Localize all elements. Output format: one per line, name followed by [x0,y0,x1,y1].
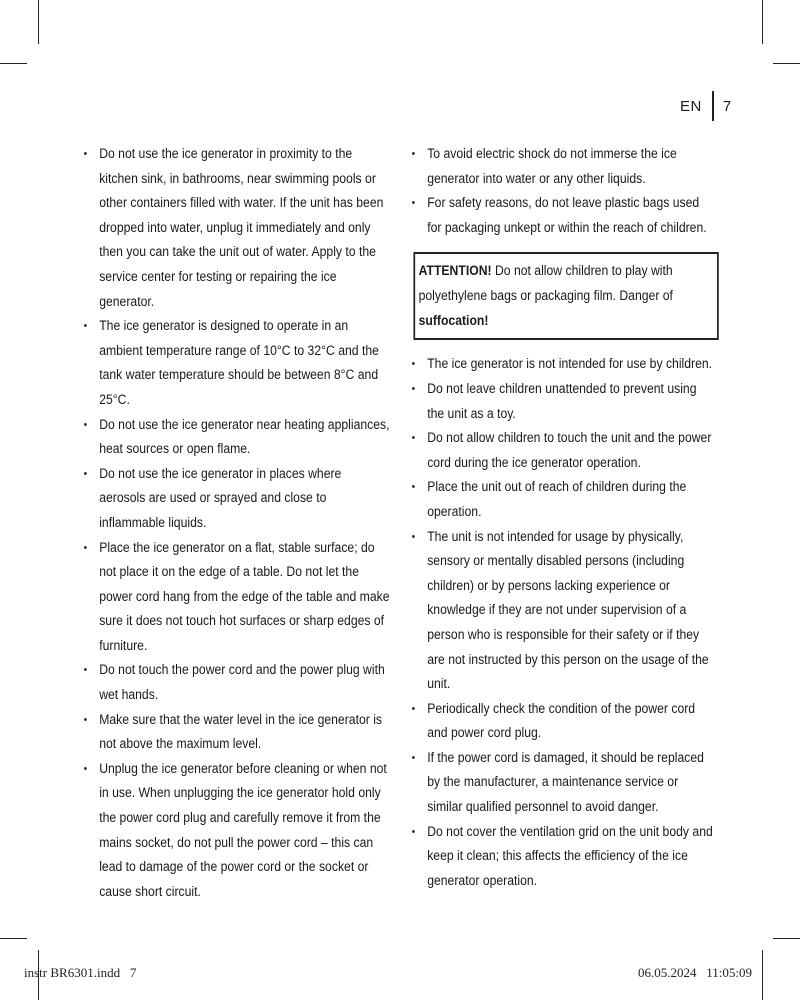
crop-mark [38,0,39,44]
crop-mark [0,938,27,939]
attention-box [413,252,718,340]
attention-text: Do not allow children to play with polyethylene bags or packaging film. Danger of [418,263,673,305]
list-item: • Do not touch the power cord and the power plug with wet hands. [82,658,390,707]
list-item: • The ice generator is designed to operate in an ambient temperature range of 10°C to 32°C and the tank water temperature should be between 8°C and 25°C. [82,314,390,412]
list-item: • Do not use the ice generator in proximity to the kitchen sink, in bathrooms, near swimming pools or other containers filled with water. If the unit has been dropped into water, unplug it immediately and only then you can take the unit out of water. Apply to the service center for testing or repairing the ice generator. [82,142,390,314]
crop-mark [773,938,800,939]
crop-mark [773,63,800,64]
attention-emphasis: suffocation! [418,313,489,330]
list-item: • Unplug the ice generator before cleaning or when not in use. When unplugging the ice generator hold only the power cord plug and carefully remove it from the mains socket, do not pull the power cord – this can lead to damage of the power cord or the socket or cause short circuit. [82,757,390,905]
list-item: • The ice generator is not intended for use by children. [410,352,716,377]
crop-mark [762,0,763,44]
list-item: • For safety reasons, do not leave plastic bags used for packaging unkept or within the reach of children. [410,191,716,240]
right-column [410,142,716,893]
list-item: • Place the unit out of reach of children during the operation. [410,475,716,524]
safety-list-right-top [410,142,716,240]
list-item: • To avoid electric shock do not immerse the ice generator into water or any other liquids. [410,142,716,191]
safety-list-right-bottom [410,352,716,893]
attention-label: ATTENTION! [418,263,492,280]
list-item: • Periodically check the condition of the power cord and power cord plug. [410,697,716,746]
page-number: 7 [722,97,732,115]
list-item: • Do not use the ice generator near heating appliances, heat sources or open flame. [82,413,390,462]
language-code: EN [680,97,702,115]
crop-mark [762,950,763,1000]
list-item: • Place the ice generator on a flat, stable surface; do not place it on the edge of a table. Do not let the power cord hang from the edge of the table and make sure it does not touch hot surfaces or sharp edges of furniture. [82,536,390,659]
list-item: • If the power cord is damaged, it should be replaced by the manufacturer, a maintenance service or similar qualified personnel to avoid danger. [410,746,716,820]
list-item: • Do not cover the ventilation grid on the unit body and keep it clean; this affects the efficiency of the ice generator operation. [410,820,716,894]
left-column [82,142,390,904]
footer-filename: instr BR6301.indd 7 [24,965,137,980]
list-item: • Do not leave children unattended to prevent using the unit as a toy. [410,377,716,426]
crop-mark [0,63,27,64]
list-item: • The unit is not intended for usage by physically, sensory or mentally disabled persons (including children) or by persons lacking experience or knowledge if they are not under supervision of a person who is responsible for their safety or if they are not instructed by this person on the usage of the unit. [410,525,716,697]
list-item: • Do not allow children to touch the unit and the power cord during the ice generator operation. [410,426,716,475]
page-header [680,90,732,122]
footer-timestamp: 06.05.2024 11:05:09 [638,965,752,980]
list-item: • Do not use the ice generator in places where aerosols are used or sprayed and close to inflammable liquids. [82,462,390,536]
list-item: • Make sure that the water level in the ice generator is not above the maximum level. [82,708,390,757]
safety-list-left [82,142,390,904]
